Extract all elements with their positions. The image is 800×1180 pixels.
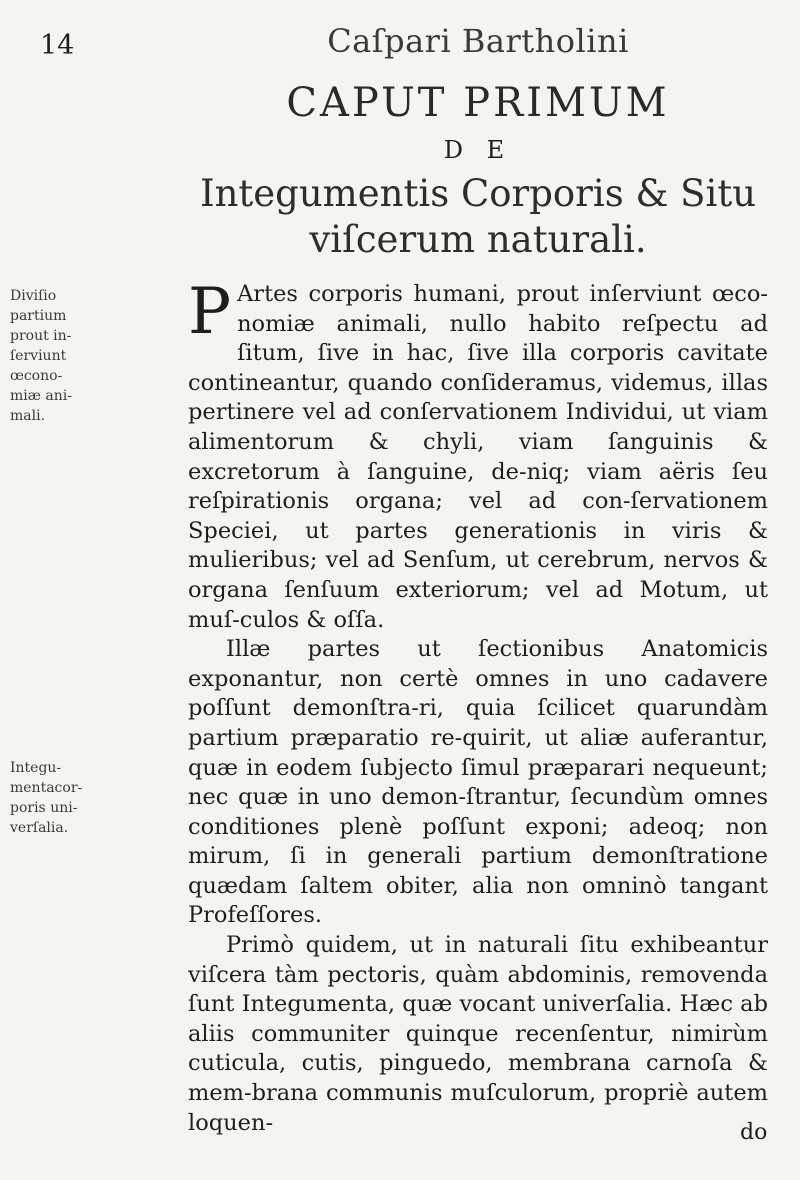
- paragraph-1-text: Artes corporis humani, prout inſerviunt œco-nomiæ animali, nullo habito reſpectu ad ſitum, ſive in hac, ſive illa corporis cavitate contineantur, quando conſideramus, videmus, illas pertinere vel ad conſervationem Individui, ut viam alimentorum & chyli, viam ſanguinis & excretorum à ſanguine, de-niq; viam aëris ſeu reſpirationis organa; vel ad con-ſervationem Speciei, ut partes generationis in viris & mulieribus; vel ad Senſum, ut cerebrum, nervos & organa ſenſuum exteriorum; vel ad Motum, ut muſ-culos & oſſa.: [188, 281, 768, 633]
- body-text: [188, 275, 768, 1138]
- page-number: 14: [40, 30, 75, 61]
- margin-note-divisio: Diviſio partium prout in-ſerviunt œcono-miæ ani-mali.: [10, 288, 72, 424]
- chapter-title: CAPUT PRIMUM: [286, 80, 670, 126]
- catchword: do: [740, 1120, 768, 1145]
- paragraph-3: Primò quidem, ut in naturali ſitu exhibeantur viſcera tàm pectoris, quàm abdominis, removenda ſunt Integumenta, quæ vocant univerſalia. Hæc ab aliis communiter quinque recenſentur, nimirùm cuticula, cutis, pinguedo, membrana carnoſa & mem-brana communis muſculorum, propriè autem loquen-: [188, 932, 768, 1136]
- chapter-de: D E: [443, 136, 513, 164]
- margin-note-integumenta: Integu-mentacor-poris uni-verſalia.: [10, 760, 83, 836]
- drop-cap: P: [188, 275, 232, 349]
- running-head: Caſpari Bartholini: [327, 22, 629, 60]
- paragraph-2: Illæ partes ut ſectionibus Anatomicis exponantur, non certè omnes in uno cadavere poſſunt demonſtra-ri, quia ſcilicet quarundàm partium præparatio re-quirit, ut aliæ auferantur, quæ in eodem ſubjecto ſimul præparari nequeunt; nec quæ in uno demon-ſtrantur, ſecundùm omnes conditiones plenè poſſunt exponi; adeoq; non mirum, ſi in generali partium demonſtratione quædam ſaltem obiter, alia non omninò tangant Profeſſores.: [188, 636, 768, 929]
- paragraph-1: [188, 275, 768, 635]
- section-title: Integumentis Corporis & Situ: [199, 172, 757, 215]
- section-title-continued: viſcerum naturali.: [309, 218, 647, 261]
